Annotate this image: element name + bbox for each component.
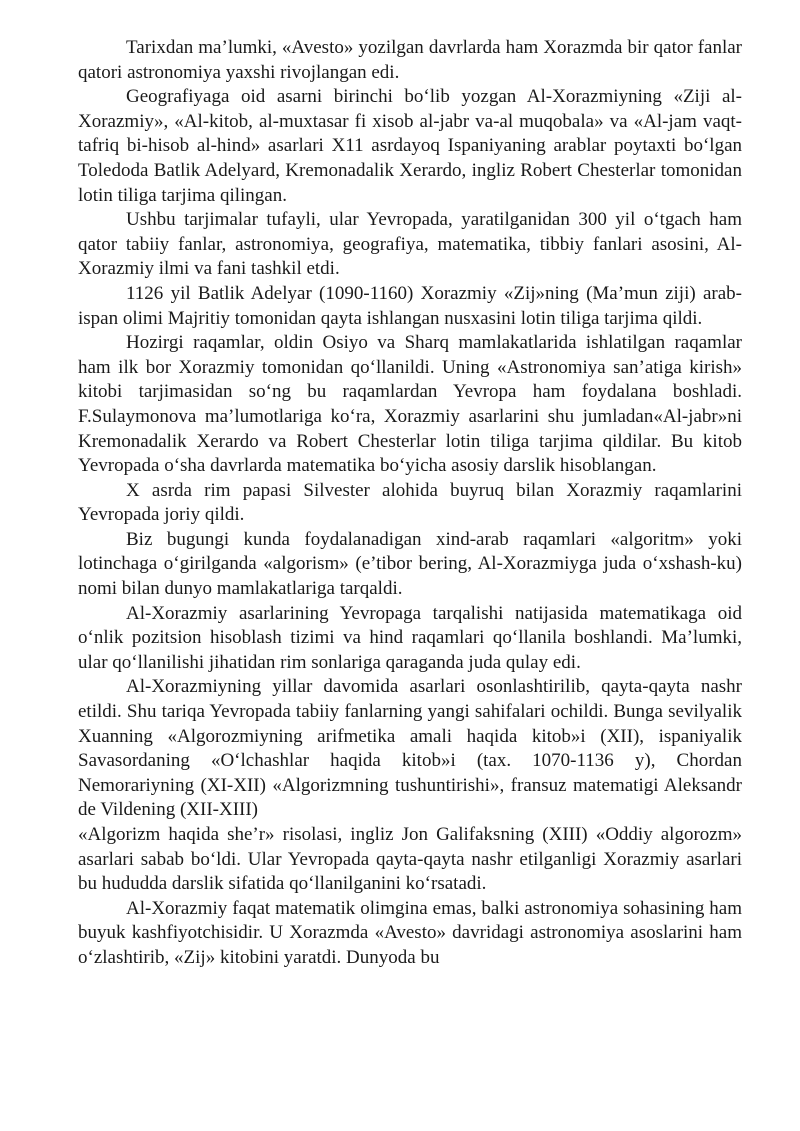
document-page <box>78 36 742 971</box>
paragraph-algorithm: Biz bugungi kunda foydalanadigan xind-arab raqamlari «algoritm» yoki lotinchaga o‘girilganda «algorism» (e’tibor bering, Al-Xorazmiyga juda o‘xshash-ku) nomi bilan dunyo mamlakatlariga tarqaldi. <box>78 528 742 600</box>
paragraph-astronomy-discoverer: Al-Xorazmiy faqat matematik olimgina emas, balki astronomiya sohasining ham buyuk kashfiyotchisidir. U Xorazmda «Avesto» davridagi astronomiya asoslarini ham o‘zlashtirib, «Zij» kitobini yaratdi. Dunyoda bu <box>78 897 742 968</box>
paragraph-translations: Ushbu tarjimalar tufayli, ular Yevropada, yaratilganidan 300 yil o‘tgach ham qator tabiiy fanlar, astronomiya, geografiya, matematika, tibbiy fanlari asosini, Al-Xorazmiy ilmi va fani tashkil etdi. <box>78 209 742 280</box>
paragraph-geography-works: Geografiyaga oid asarni birinchi bo‘lib yozgan Al-Xorazmiyning «Ziji al-Xorazmiy», «Al-kitob, al-muxtasar fi xisob al-jabr va-al muqobala» va «Al-jam vaqt-tafriq bi-hisob al-hind» asarlari X11 asrdayoq Ispaniyaning arablar poytaxti bo‘lgan Toledoda Batlik Adelyard, Kremonadalik Xerardo, ingliz Robert Chesterlar tomonidan lotin tiliga tarjima qilingan. <box>78 86 742 206</box>
paragraph-avesto-astronomy: Tarixdan ma’lumki, «Avesto» yozilgan davrlarda ham Xorazmda bir qator fanlar qatori astronomiya yaxshi rivojlangan edi. <box>78 37 742 83</box>
paragraph-adelyar-1126: 1126 yil Batlik Adelyar (1090-1160) Xorazmiy «Zij»ning (Ma’mun ziji) arab-ispan olimi Majritiy tomonidan qayta ishlangan nusxasini lotin tiliga tarjima qildi. <box>78 282 742 329</box>
paragraph-republished: Al-Xorazmiyning yillar davomida asarlari osonlashtirilib, qayta-qayta nashr etildi. Shu tariqa Yevropada tabiiy fanlarning yangi sahifalari ochildi. Bunga sevilyalik Xuanning «Algorozmiyning arifmetika amali haqida kitob»i (XII), ispaniyalik Savasordaning «O‘lchashlar haqida kitob»i (tax. 1070-1136 y), Chordan Nemorariyning (XI-XII) «Algorizmning tushuntirishi», fransuz matematigi Aleksandr de Vildening (XII-XIII) <box>78 676 742 821</box>
paragraph-numerals: Hozirgi raqamlar, oldin Osiyo va Sharq mamlakatlarida ishlatilgan raqamlar ham ilk bor Xorazmiy tomonidan qo‘llanildi. Uning «Astronomiya san’atiga kirish» kitobi tarjimasidan so‘ng bu raqamlardan Yevropa ham foydalana boshladi. F.Sulaymonova ma’lumotlariga ko‘ra, Xorazmiy asarlarini shu jumladan«Al-jabr»ni Kremonadalik Xerardo va Robert Chesterlar lotin tiliga tarjima qildilar. Bu kitob Yevropada o‘sha davrlarda matematika bo‘yicha asosiy darslik hisoblangan. <box>78 332 742 477</box>
paragraph-algorizm-poem: «Algorizm haqida she’r» risolasi, ingliz Jon Galifaksning (XIII) «Oddiy algorozm» asarlari sabab bo‘ldi. Ular Yevropada qayta-qayta nashr etilganligi Xorazmiy asarlari bu hududda darslik sifatida qo‘llanilganini ko‘rsatadi. <box>78 824 742 895</box>
paragraph-decimal-system: Al-Xorazmiy asarlarining Yevropaga tarqalishi natijasida matematikaga oid o‘nlik pozitsion hisoblash tizimi va hind raqamlari qo‘llanila boshlandi. Ma’lumki, ular qo‘llanilishi jihatidan rim sonlariga qaraganda juda qulay edi. <box>78 602 742 673</box>
paragraph-silvester: X asrda rim papasi Silvester alohida buyruq bilan Xorazmiy raqamlarini Yevropada joriy qildi. <box>78 479 742 526</box>
